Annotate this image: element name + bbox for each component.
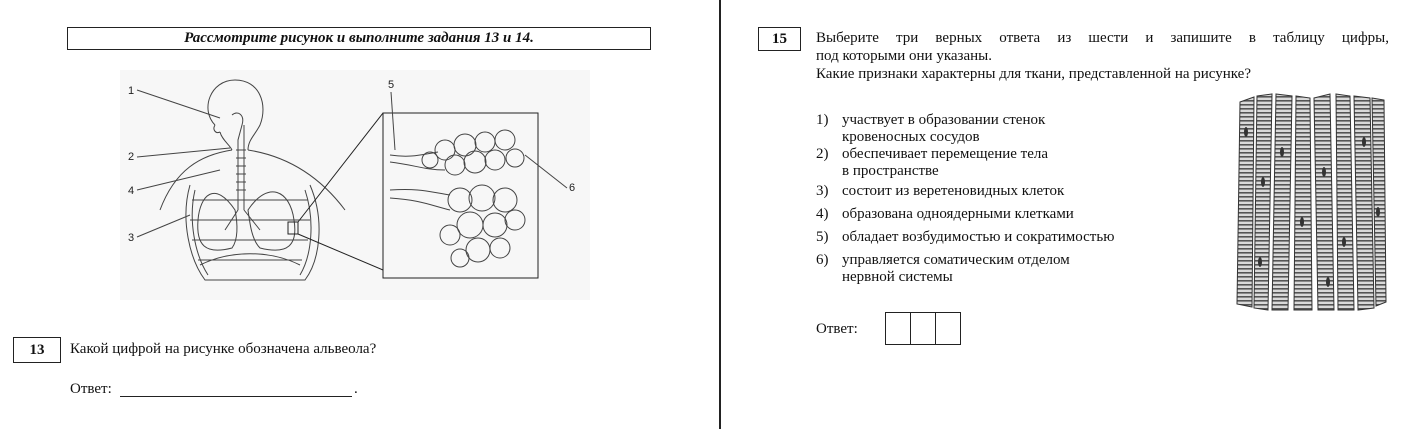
question-13-text: Какой цифрой на рисунке обозначена альвеола?	[70, 341, 377, 357]
option-2[interactable]: 2) обеспечивает перемещение тела	[816, 146, 1049, 162]
question-15-line3: Какие признаки характерны для ткани, представленной на рисунке?	[816, 66, 1251, 82]
question-13-answer-label: Ответ:	[70, 381, 112, 397]
figure-label-6: 6	[569, 182, 576, 194]
question-15-number: 15	[758, 27, 801, 51]
question-13-number: 13	[13, 337, 61, 363]
option-5[interactable]: 5) обладает возбудимостью и сократимостью	[816, 229, 1115, 245]
option-1-cont: кровеносных сосудов	[842, 129, 980, 145]
question-15-line2: под которыми они указаны.	[816, 48, 992, 64]
figure-label-5: 5	[388, 79, 395, 91]
option-3[interactable]: 3) состоит из веретеновидных клеток	[816, 183, 1065, 199]
answer-cell-1[interactable]	[885, 312, 911, 345]
figure-label-2: 2	[128, 151, 135, 163]
option-1[interactable]: 1) участвует в образовании стенок	[816, 112, 1046, 128]
task-header: Рассмотрите рисунок и выполните задания 13 и 14.	[67, 27, 651, 50]
muscle-tissue-figure	[1232, 92, 1387, 312]
respiratory-system-figure	[120, 70, 590, 300]
option-2-cont: в пространстве	[842, 163, 939, 179]
option-6-cont: нервной системы	[842, 269, 953, 285]
option-6[interactable]: 6) управляется соматическим отделом	[816, 252, 1070, 268]
answer-cell-2[interactable]	[910, 312, 936, 345]
question-15-answer-label: Ответ:	[816, 321, 858, 337]
options-list	[816, 112, 1216, 286]
answer-period: .	[354, 381, 358, 397]
figure-label-4: 4	[128, 185, 135, 197]
answer-cell-3[interactable]	[935, 312, 961, 345]
page-divider	[719, 0, 721, 429]
question-15-answer-grid	[886, 312, 961, 345]
question-13-answer-field[interactable]	[120, 379, 352, 397]
question-15-line1: Выберите три верных ответа из шести и запишите в таблицу цифры,	[816, 30, 1389, 46]
figure-label-3: 3	[128, 232, 135, 244]
option-4[interactable]: 4) образована одноядерными клетками	[816, 206, 1074, 222]
figure-label-1: 1	[128, 85, 135, 97]
